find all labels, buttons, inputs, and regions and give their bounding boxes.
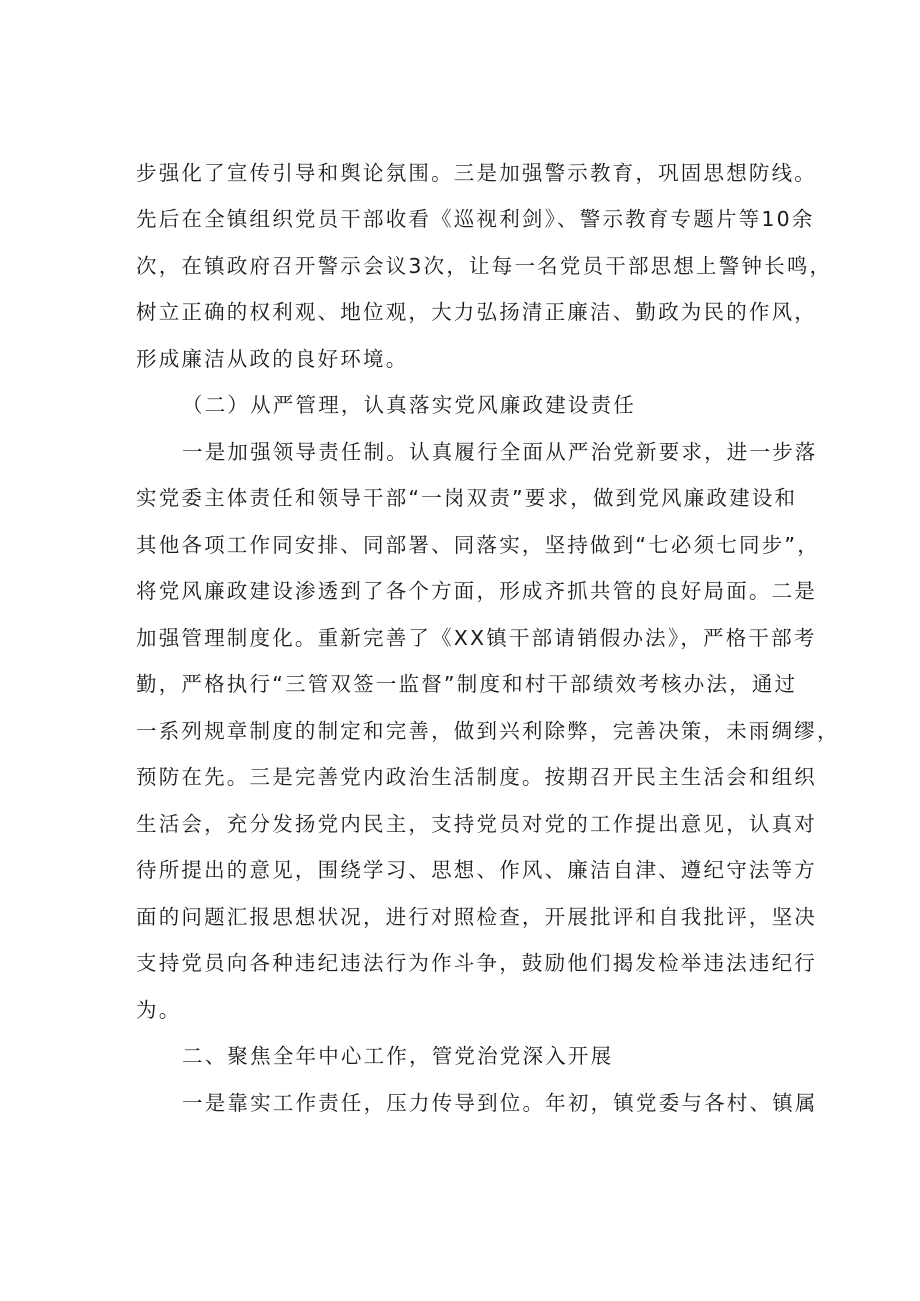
section-heading: 二、聚焦全年中心工作，管党治党深入开展 bbox=[182, 1044, 614, 1068]
paragraph-line: 形成廉洁从政的良好环境。 bbox=[136, 347, 409, 371]
section-heading: （二）从严管理，认真落实党风廉政建设责任 bbox=[182, 393, 636, 417]
paragraph-line: 勤，严格执行“三管双签一监督”制度和村干部绩效考核办法，通过 bbox=[136, 672, 798, 696]
paragraph-line: 为。 bbox=[136, 998, 182, 1022]
paragraph-line: 一系列规章制度的制定和完善，做到兴利除弊，完善决策，未雨绸缪， bbox=[136, 719, 840, 743]
paragraph-line: 先后在全镇组织党员干部收看《巡视利剑》、警示教育专题片等10余 bbox=[136, 207, 815, 231]
paragraph-line: 一是靠实工作责任，压力传导到位。年初，镇党委与各村、镇属 bbox=[182, 1091, 818, 1115]
paragraph-line: 预防在先。三是完善党内政治生活制度。按期召开民主生活会和组织 bbox=[136, 765, 817, 789]
paragraph-line: 支持党员向各种违纪违法行为作斗争，鼓励他们揭发检举违法违纪行 bbox=[136, 951, 817, 975]
paragraph-line: 实党委主体责任和领导干部“一岗双责”要求，做到党风廉政建设和 bbox=[136, 486, 798, 510]
paragraph-line: 将党风廉政建设渗透到了各个方面，形成齐抓共管的良好局面。二是 bbox=[136, 579, 817, 603]
paragraph-line: 一是加强领导责任制。认真履行全面从严治党新要求，进一步落 bbox=[182, 440, 818, 464]
paragraph-line: 面的问题汇报思想状况，进行对照检查，开展批评和自我批评，坚决 bbox=[136, 905, 817, 929]
paragraph-line: 生活会，充分发扬党内民主，支持党员对党的工作提出意见，认真对 bbox=[136, 812, 817, 836]
paragraph-line: 步强化了宣传引导和舆论氛围。三是加强警示教育，巩固思想防线。 bbox=[136, 161, 817, 185]
paragraph-line: 树立正确的权利观、地位观，大力弘扬清正廉洁、勤政为民的作风， bbox=[136, 300, 817, 324]
paragraph-line: 待所提出的意见，围绕学习、思想、作风、廉洁自津、遵纪守法等方 bbox=[136, 858, 817, 882]
paragraph-line: 次，在镇政府召开警示会议3次，让每一名党员干部思想上警钟长鸣， bbox=[136, 254, 833, 278]
paragraph-line: 加强管理制度化。重新完善了《XX镇干部请销假办法》，严格干部考 bbox=[136, 626, 817, 650]
paragraph-line: 其他各项工作同安排、同部署、同落实，坚持做到“七必须七同步”， bbox=[136, 533, 820, 557]
